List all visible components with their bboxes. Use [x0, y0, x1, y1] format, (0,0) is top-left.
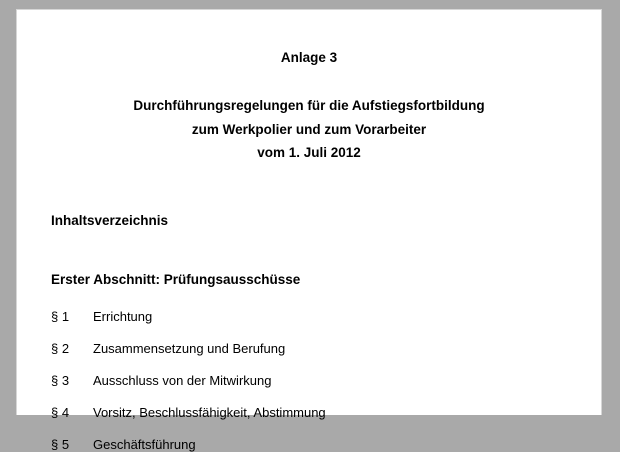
list-item [51, 437, 601, 452]
list-item [51, 341, 601, 356]
list-item [51, 373, 601, 388]
document-title-line-2: zum Werkpolier und zum Vorarbeiter [191, 121, 427, 137]
document-content [17, 10, 601, 452]
list-item [51, 405, 601, 420]
toc-item-label: Geschäftsführung [93, 437, 196, 452]
document-title-line-3: vom 1. Juli 2012 [257, 145, 361, 161]
annex-label: Anlage 3 [280, 50, 338, 65]
toc-item-label: Zusammensetzung und Berufung [93, 341, 286, 357]
toc-item-number: § 2 [51, 341, 70, 357]
toc-item-number: § 3 [51, 373, 70, 389]
table-of-contents-heading: Inhaltsverzeichnis [51, 213, 169, 229]
toc-item-label: Vorsitz, Beschlussfähigkeit, Abstimmung [93, 405, 326, 421]
list-item [51, 309, 601, 324]
toc-item-label: Ausschluss von der Mitwirkung [93, 373, 272, 389]
document-title [17, 94, 601, 165]
toc-item-label: Errichtung [93, 309, 153, 325]
document-page [16, 9, 602, 452]
table-of-contents-list [51, 309, 601, 452]
title-block [17, 50, 601, 165]
document-title-line-1: Durchführungsregelungen für die Aufstiegsfortbildung [133, 98, 485, 114]
toc-item-number: § 1 [51, 309, 70, 325]
section-heading: Erster Abschnitt: Prüfungsausschüsse [51, 272, 301, 288]
toc-item-number: § 4 [51, 405, 70, 421]
toc-item-number: § 5 [51, 437, 70, 452]
